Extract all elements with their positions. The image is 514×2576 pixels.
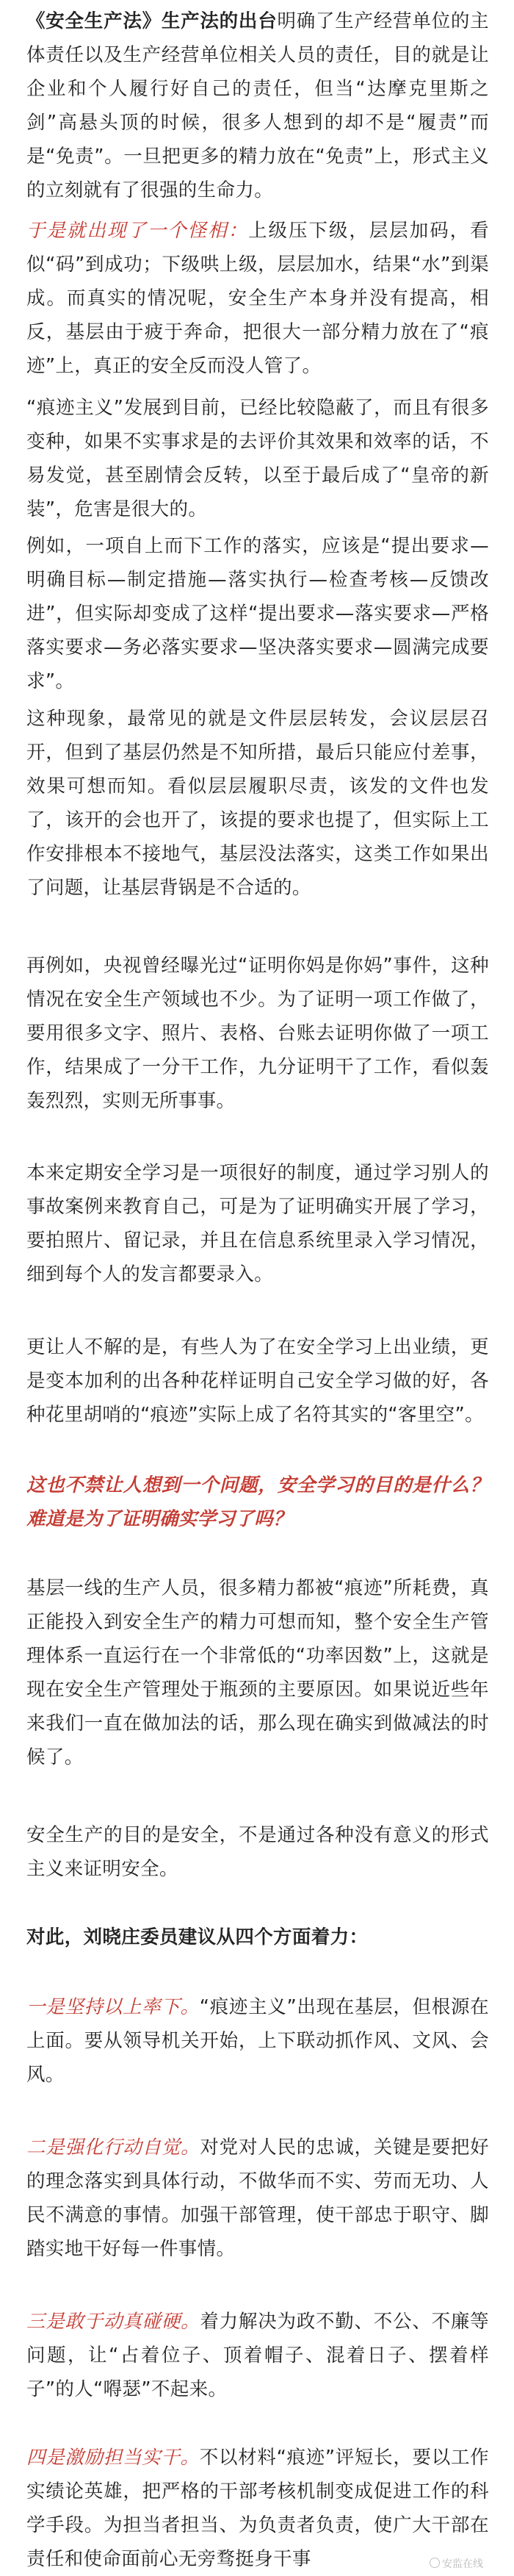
paragraph-text: 对党对人民的忠诚，关键是要把好的理念落实到具体行动，不做华而不实、劳而无功、人民不满意的事情。加强干部管理，使干部忠于职守、脚踏实地干好每一件事情。 — [26, 2136, 489, 2260]
suggestion-title: 一是坚持以上率下。 — [26, 1996, 200, 2018]
paragraph-phenomenon: 这种现象，最常见的就是文件层层转发，会议层层召开，但到了基层仍然是不知所措，最后只能应付差事，效果可想而知。看似层层履职尽责，该发的文件也发了，该开的会也开了，该提的要求也提了，但实际上工作安排根本不接地气，基层没法落实，这类工作如果出了问题，让基层背锅是不合适的。 — [26, 708, 489, 899]
paragraph-strange-phenomenon — [26, 214, 489, 383]
watermark — [430, 2556, 483, 2571]
paragraph-intro — [26, 4, 489, 207]
paragraph-suggestion-1 — [26, 1990, 489, 2092]
law-title-bold: 《安全生产法》生产法的出台 — [26, 10, 278, 32]
paragraph-question: 这也不禁让人想到一个问题，安全学习的目的是什么？难道是为了证明确实学习了吗？ — [26, 1474, 489, 1530]
suggestion-title: 二是强化行动自觉。 — [26, 2136, 200, 2159]
paragraph-text: 不以材料“痕迹”评短长，要以工作实绩论英雄，把严格的干部考核机制变成促进工作的科学手段。为担当者担当、为负责者负责，使广大干部在责任和使命面前心无旁骛挺身干事 — [26, 2447, 489, 2570]
paragraph-suggestion-2 — [26, 2131, 489, 2266]
paragraph-example-1: 例如，一项自上而下工作的落实，应该是“提出要求—明确目标—制定措施—落实执行—检查考核—反馈改进”，但实际却变成了这样“提出要求—落实要求—严格落实要求—务必落实要求—坚决落实要求—圆满完成要求”。 — [26, 535, 489, 692]
paragraph-frontline: 基层一线的生产人员，很多精力都被“痕迹”所耗费，真正能投入到安全生产的精力可想而知，整个安全生产管理体系一直运行在一个非常低的“功率因数”上，这就是现在安全生产管理处于瓶颈的主要原因。如果说近些年来我们一直在做加法的话，那么现在确实到做减法的时候了。 — [26, 1577, 489, 1768]
paragraph-suggestion-4 — [26, 2441, 489, 2576]
suggestion-title: 三是敢于动真碰硬。 — [26, 2311, 200, 2333]
paragraph-text: 上级压下级，层层加码，看似“码”到成功；下级哄上级，层层加水，结果“水”到渠成。而真实的情况呢，安全生产本身并没有提高，相反，基层由于疲于奔命，把很大一部分精力放在了“痕迹”上，真正的安全反而没人管了。 — [26, 220, 489, 377]
highlight-phrase: 于是就出现了一个怪相： — [26, 220, 249, 242]
paragraph-puzzling: 更让人不解的是，有些人为了在安全学习上出业绩，更是变本加利的出各种花样证明自己安全学习做的好，各种花里胡哨的“痕迹”实际上成了名符其实的“客里空”。 — [26, 1336, 489, 1426]
paragraph-example-2: 再例如，央视曾经曝光过“证明你妈是你妈”事件，这种情况在安全生产领域也不少。为了证明一项工作做了，要用很多文字、照片、表格、台账去证明你做了一项工作，结果成了一分干工作，九分证明干了工作，看似轰轰烈烈，实则无所事事。 — [26, 955, 489, 1112]
suggestion-title: 四是激励担当实干。 — [26, 2447, 200, 2469]
watermark-text: 安监在线 — [442, 2558, 483, 2570]
watermark-logo-icon — [430, 2558, 440, 2568]
paragraph-text: 明确了生产经营单位的主体责任以及生产经营单位相关人员的责任，目的就是让企业和个人履行好自己的责任，但当“达摩克里斯之剑”高悬头顶的时候，很多人想到的却不是“履责”而是“免责”。一旦把更多的精力放在“免责”上，形式主义的立刻就有了很强的生命力。 — [26, 10, 489, 201]
paragraph-text: “痕迹主义”出现在基层，但根源在上面。要从领导机关开始，上下联动抓作风、文风、会风。 — [26, 1996, 489, 2086]
paragraph-safety-study: 本来定期安全学习是一项很好的制度，通过学习别人的事故案例来教育自己，可是为了证明确实开展了学习，要拍照片、留记录，并且在信息系统里录入学习情况，细到每个人的发言都要录入。 — [26, 1162, 489, 1285]
paragraph-safety-purpose: 安全生产的目的是安全，不是通过各种没有意义的形式主义来证明安全。 — [26, 1824, 489, 1880]
paragraph-suggestions-heading: 对此，刘晓庄委员建议从四个方面着力： — [26, 1926, 369, 1948]
paragraph-suggestion-3 — [26, 2305, 489, 2406]
paragraph-trace-ism: “痕迹主义”发展到目前，已经比较隐蔽了，而且有很多变种，如果不实事求是的去评价其效果和效率的话，不易发觉，甚至剧情会反转，以至于最后成了“皇帝的新装”，危害是很大的。 — [26, 397, 489, 520]
paragraph-text: 着力解决为政不勤、不公、不廉等问题，让“占着位子、顶着帽子、混着日子、摆着样子”的人“嘚瑟”不起来。 — [26, 2311, 489, 2400]
